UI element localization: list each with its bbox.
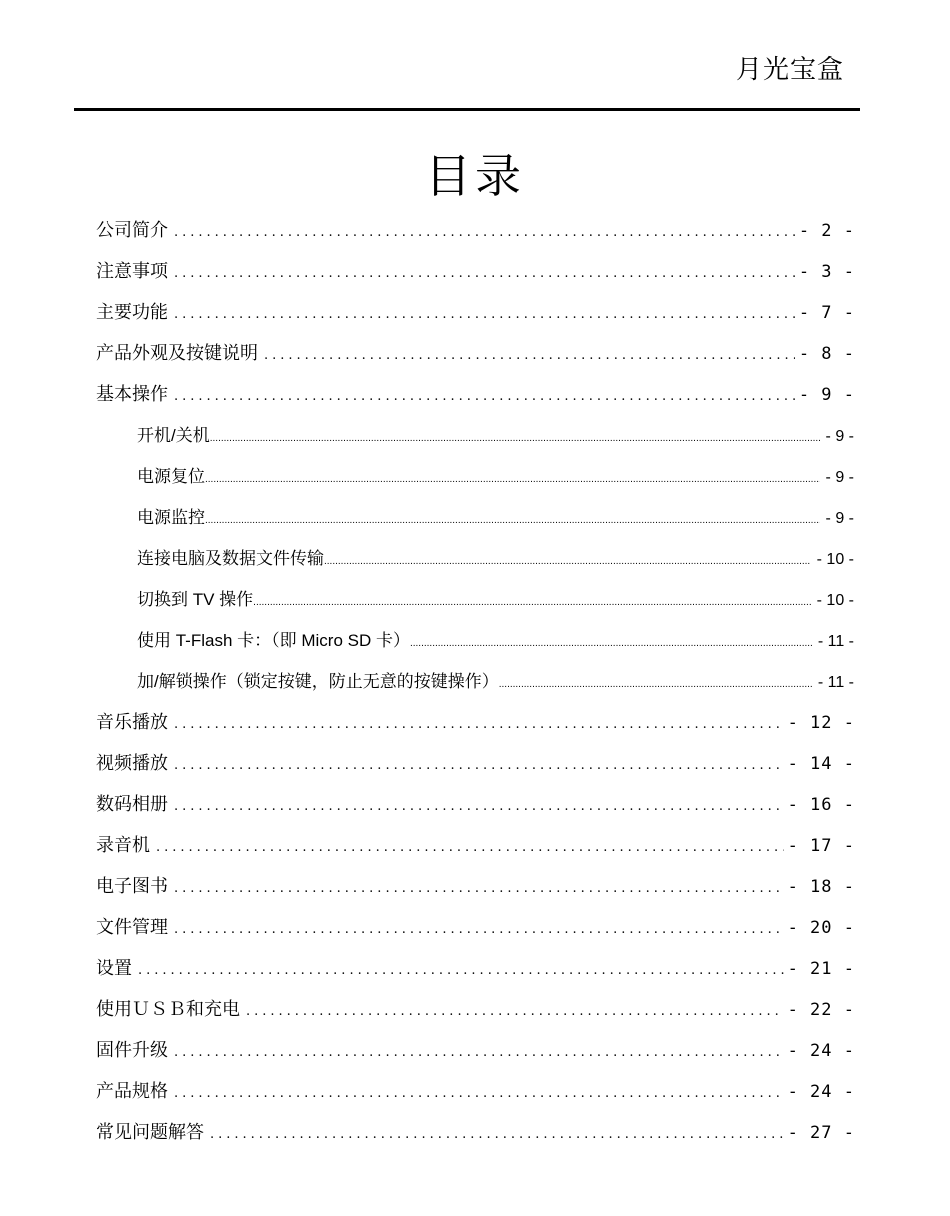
toc-entry-label: 连接电脑及数据文件传输 (137, 549, 324, 568)
toc-entry[interactable] (96, 1118, 855, 1148)
toc-page-number: - 16 - (787, 795, 855, 815)
toc-page-number: - 10 - (816, 592, 854, 609)
toc-leader-dots (210, 1120, 784, 1150)
toc-entry-label: 视频播放 (96, 753, 168, 774)
toc-entry-label: 电源监控 (137, 508, 205, 527)
toc-leader-dots (205, 506, 820, 536)
toc-entry[interactable] (96, 831, 855, 861)
toc-leader-dots (174, 1079, 784, 1109)
toc-leader-dots (174, 259, 795, 289)
toc-entry-label: 产品外观及按键说明 (96, 343, 258, 364)
toc-entry-label: 开机/关机 (137, 426, 210, 445)
toc-subentry[interactable] (137, 626, 854, 656)
toc-leader-dots (156, 833, 784, 863)
toc-page-number: - 20 - (787, 918, 855, 938)
toc-leader-dots (205, 465, 820, 495)
toc-page-number: - 10 - (816, 551, 854, 568)
toc-entry[interactable] (96, 216, 855, 246)
toc-page-number: - 7 - (798, 303, 855, 323)
toc-entry-label: 设置 (96, 958, 132, 979)
toc-leader-dots (174, 751, 784, 781)
toc-leader-dots (499, 670, 812, 700)
toc-page-number: - 2 - (798, 221, 855, 241)
toc-entry[interactable] (96, 954, 855, 984)
toc-page-number: - 9 - (825, 428, 854, 445)
toc-leader-dots (324, 547, 811, 577)
toc-leader-dots (253, 588, 810, 618)
toc-page-number: - 12 - (787, 713, 855, 733)
toc-entry-label: 常见问题解答 (96, 1122, 204, 1143)
toc-entry-label: 录音机 (96, 835, 150, 856)
toc-entry-label: 注意事项 (96, 261, 168, 282)
toc-entry[interactable] (96, 257, 855, 287)
toc-page-number: - 14 - (787, 754, 855, 774)
toc-entry-label: 使用 T-Flash 卡：（即 Micro SD 卡） (137, 631, 410, 650)
toc-entry-label: 电子图书 (96, 876, 168, 897)
toc-leader-dots (174, 710, 784, 740)
toc-entry[interactable] (96, 749, 855, 779)
toc-entry-label: 固件升级 (96, 1040, 168, 1061)
toc-page-number: - 11 - (817, 674, 854, 691)
toc-entry-label: 数码相册 (96, 794, 168, 815)
toc-entry-label: 公司简介 (96, 220, 168, 241)
toc-subentry[interactable] (137, 503, 854, 533)
header-title: 月光宝盒 (735, 55, 844, 85)
toc-leader-dots (410, 629, 812, 659)
toc-entry-label: 切换到 TV 操作 (137, 590, 254, 609)
toc-leader-dots (246, 997, 784, 1027)
toc-entry[interactable] (96, 1036, 855, 1066)
toc-leader-dots (264, 341, 795, 371)
toc-page-number: - 9 - (825, 510, 854, 527)
toc-page-number: - 21 - (787, 959, 855, 979)
toc-page-number: - 17 - (787, 836, 855, 856)
toc-entry[interactable] (96, 995, 855, 1025)
toc-page-number: - 3 - (798, 262, 855, 282)
toc-entry[interactable] (96, 298, 855, 328)
toc-entry-label: 音乐播放 (96, 712, 168, 733)
toc-leader-dots (174, 792, 784, 822)
toc-entry-label: 基本操作 (96, 384, 168, 405)
toc-subentry[interactable] (137, 667, 854, 697)
toc-entry-label: 产品规格 (96, 1081, 168, 1102)
toc-page-number: - 9 - (798, 385, 855, 405)
toc-leader-dots (174, 874, 784, 904)
toc-entry[interactable] (96, 339, 855, 369)
toc-leader-dots (174, 915, 784, 945)
toc-leader-dots (210, 424, 820, 454)
toc-leader-dots (174, 218, 795, 248)
toc-page-number: - 22 - (787, 1000, 855, 1020)
toc-page-number: - 24 - (787, 1041, 855, 1061)
toc-entry-label: 加/解锁操作（锁定按键，防止无意的按键操作） (137, 672, 499, 691)
toc-title: 目录 (425, 149, 525, 203)
toc-entry[interactable] (96, 872, 855, 902)
toc-subentry[interactable] (137, 462, 854, 492)
toc-page-number: - 18 - (787, 877, 855, 897)
toc-page-number: - 9 - (825, 469, 854, 486)
toc-page-number: - 11 - (817, 633, 854, 650)
toc-leader-dots (174, 382, 795, 412)
toc-entry[interactable] (96, 913, 855, 943)
toc-page-number: - 27 - (787, 1123, 855, 1143)
header-divider (74, 108, 860, 111)
toc-entry-label: 使用ＵＳＢ和充电 (96, 999, 240, 1020)
toc-subentry[interactable] (137, 544, 854, 574)
toc-entry-label: 文件管理 (96, 917, 168, 938)
toc-page-number: - 24 - (787, 1082, 855, 1102)
toc-entry[interactable] (96, 708, 855, 738)
toc-leader-dots (138, 956, 784, 986)
toc-entry[interactable] (96, 1077, 855, 1107)
toc-subentry[interactable] (137, 421, 854, 451)
toc-leader-dots (174, 300, 795, 330)
toc-entry[interactable] (96, 790, 855, 820)
toc-entry[interactable] (96, 380, 855, 410)
toc-subentry[interactable] (137, 585, 854, 615)
toc-leader-dots (174, 1038, 784, 1068)
toc-entry-label: 电源复位 (137, 467, 205, 486)
toc-entry-label: 主要功能 (96, 302, 168, 323)
toc-page-number: - 8 - (798, 344, 855, 364)
